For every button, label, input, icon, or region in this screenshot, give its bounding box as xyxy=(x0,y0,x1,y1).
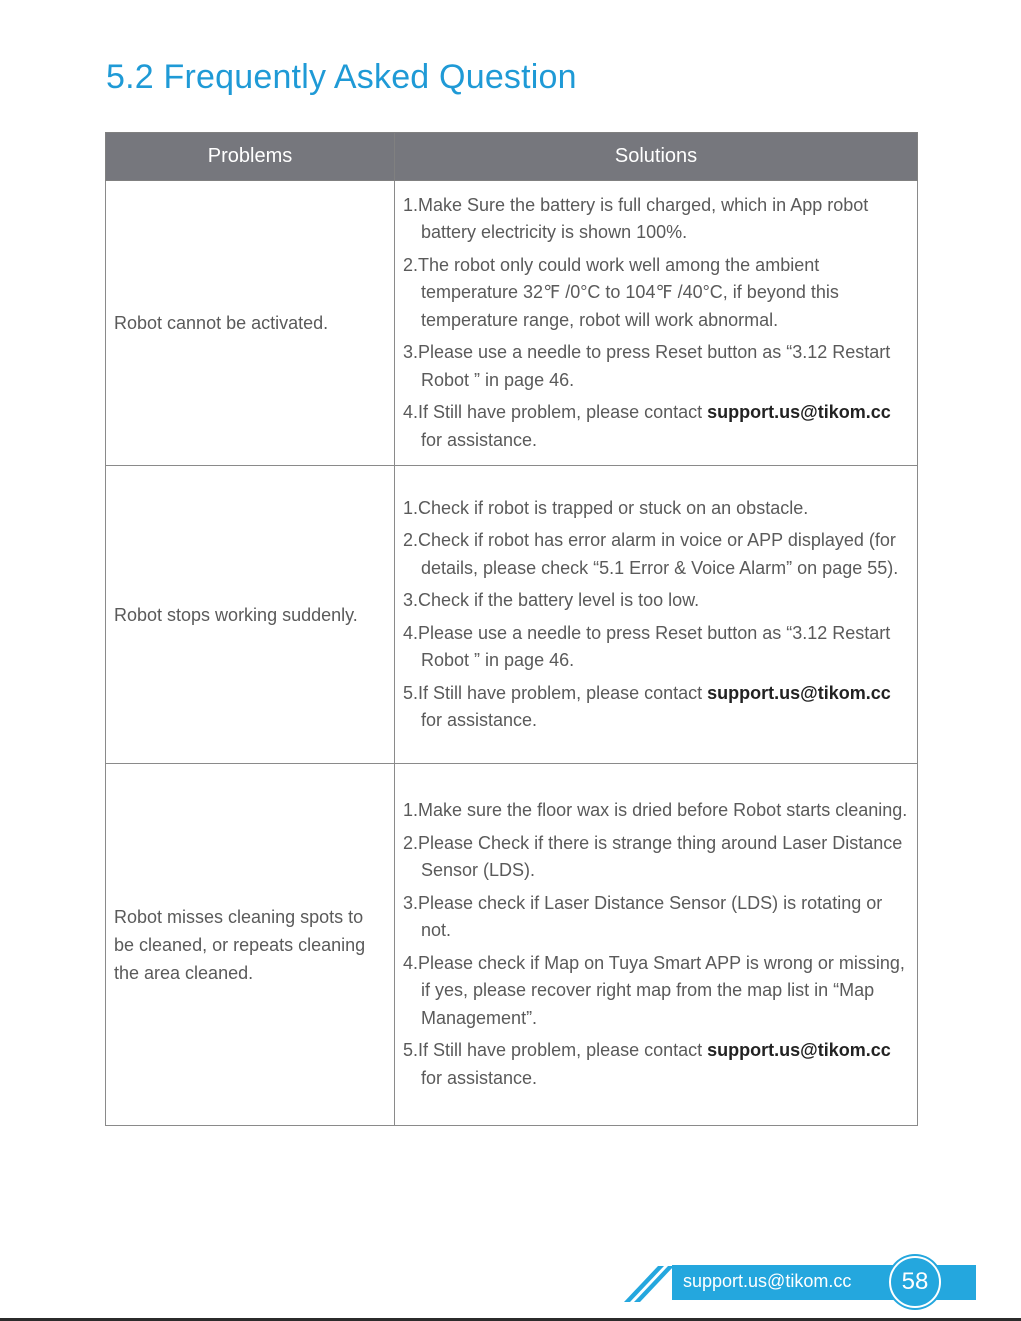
solution-list xyxy=(403,495,909,735)
solution-item: 5.If Still have problem, please contact support.us@tikom.cc for assistance. xyxy=(403,1040,891,1088)
solution-item: 2.Please Check if there is strange thing around Laser Distance Sensor (LDS). xyxy=(403,832,903,880)
column-header-solutions: Solutions xyxy=(395,133,918,181)
solution-item: 3.Check if the battery level is too low. xyxy=(403,590,700,610)
page-number: 58 xyxy=(889,1256,941,1308)
table-row xyxy=(106,181,918,466)
solution-item: 5.If Still have problem, please contact support.us@tikom.cc for assistance. xyxy=(403,682,891,730)
table-header-row xyxy=(106,133,918,181)
footer-support-email[interactable]: support.us@tikom.cc xyxy=(683,1271,852,1291)
solution-item: 1.Make Sure the battery is full charged, which in App robot battery electricity is shown 100%. xyxy=(403,194,869,243)
solution-list xyxy=(403,192,909,455)
solution-item: 2.The robot only could work well among the ambient temperature 32℉ /0°C to 104℉ /40°C, if beyond this temperature range, robot will work abnormal. xyxy=(403,254,839,330)
table-row xyxy=(106,466,918,764)
solution-cell xyxy=(395,181,918,466)
double-slash-icon xyxy=(624,1262,678,1304)
solution-cell xyxy=(395,466,918,764)
solution-item: 4.Please check if Map on Tuya Smart APP is wrong or missing, if yes, please recover right map from the map list in “Map Management”. xyxy=(403,952,905,1028)
solution-item: 4.Please use a needle to press Reset button as “3.12 Restart Robot ” in page 46. xyxy=(403,622,891,670)
solution-item: 4.If Still have problem, please contact support.us@tikom.cc for assistance. xyxy=(403,402,891,450)
column-header-problems: Problems xyxy=(106,133,395,181)
faq-table xyxy=(105,132,918,1126)
problem-cell: Robot misses cleaning spots to be cleaned, or repeats cleaning the area cleaned. xyxy=(106,764,395,1126)
support-email-link[interactable]: support.us@tikom.cc xyxy=(707,402,891,423)
solution-item: 3.Please check if Laser Distance Sensor (LDS) is rotating or not. xyxy=(403,892,883,940)
support-email-link[interactable]: support.us@tikom.cc xyxy=(707,682,891,703)
solution-cell xyxy=(395,764,918,1126)
solution-list xyxy=(403,797,909,1092)
problem-cell: Robot stops working suddenly. xyxy=(106,466,395,764)
solution-item: 2.Check if robot has error alarm in voice or APP displayed (for details, please check “5.1 Error & Voice Alarm” on page 55). xyxy=(403,530,899,578)
solution-item: 1.Make sure the floor wax is dried before Robot starts cleaning. xyxy=(403,800,908,820)
solution-item: 1.Check if robot is trapped or stuck on an obstacle. xyxy=(403,497,809,518)
table-row xyxy=(106,764,918,1126)
problem-cell: Robot cannot be activated. xyxy=(106,181,395,466)
page-title: 5.2 Frequently Asked Question xyxy=(106,58,577,96)
solution-item: 3.Please use a needle to press Reset button as “3.12 Restart Robot ” in page 46. xyxy=(403,342,891,390)
support-email-link[interactable]: support.us@tikom.cc xyxy=(707,1040,891,1060)
